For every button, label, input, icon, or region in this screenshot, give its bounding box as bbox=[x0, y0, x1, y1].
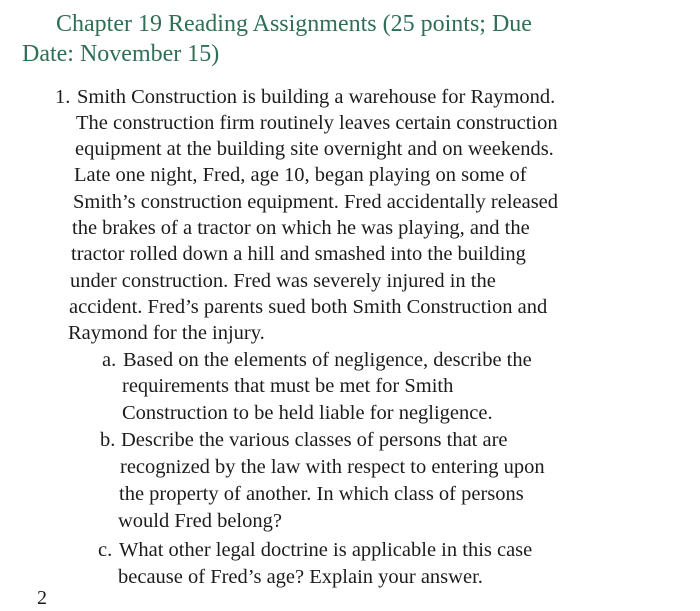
sub-question-label: a. bbox=[102, 349, 117, 371]
sub-question-text-line: requirements that must be met for Smith bbox=[122, 375, 454, 397]
sub-question-text-line: What other legal doctrine is applicable in this case bbox=[119, 539, 533, 561]
question-text-line: under construction. Fred was severely injured in the bbox=[70, 270, 496, 292]
sub-question-text-line: the property of another. In which class of persons bbox=[119, 483, 524, 505]
sub-question-label: c. bbox=[98, 539, 113, 561]
sub-question-label: b. bbox=[100, 429, 116, 451]
sub-question-text-line: Construction to be held liable for negligence. bbox=[122, 402, 493, 424]
question-text-line: Raymond for the injury. bbox=[68, 322, 265, 344]
sub-question-text-line: Describe the various classes of persons that are bbox=[121, 429, 508, 451]
question-number: 1. bbox=[55, 86, 71, 108]
question-text-line: Late one night, Fred, age 10, began playing on some of bbox=[74, 164, 527, 186]
chapter-title-line-2: Date: November 15) bbox=[22, 41, 220, 67]
sub-question-text-line: would Fred belong? bbox=[118, 510, 282, 532]
question-text-line: Smith’s construction equipment. Fred accidentally released bbox=[73, 191, 559, 213]
chapter-title-line-1: Chapter 19 Reading Assignments (25 points; Due bbox=[56, 11, 532, 37]
question-text-line: equipment at the building site overnight and on weekends. bbox=[75, 138, 554, 160]
question-text-line: the brakes of a tractor on which he was playing, and the bbox=[72, 217, 530, 239]
question-text-line: Smith Construction is building a warehouse for Raymond. bbox=[77, 86, 556, 108]
question-text-line: tractor rolled down a hill and smashed into the building bbox=[71, 243, 526, 265]
question-text-line: The construction firm routinely leaves certain construction bbox=[76, 112, 558, 134]
sub-question-text-line: because of Fred’s age? Explain your answer. bbox=[118, 566, 483, 588]
next-question-number: 2 bbox=[37, 587, 47, 609]
question-text-line: accident. Fred’s parents sued both Smith Construction and bbox=[69, 296, 548, 318]
sub-question-text-line: recognized by the law with respect to entering upon bbox=[120, 456, 545, 478]
sub-question-text-line: Based on the elements of negligence, describe the bbox=[123, 349, 532, 371]
